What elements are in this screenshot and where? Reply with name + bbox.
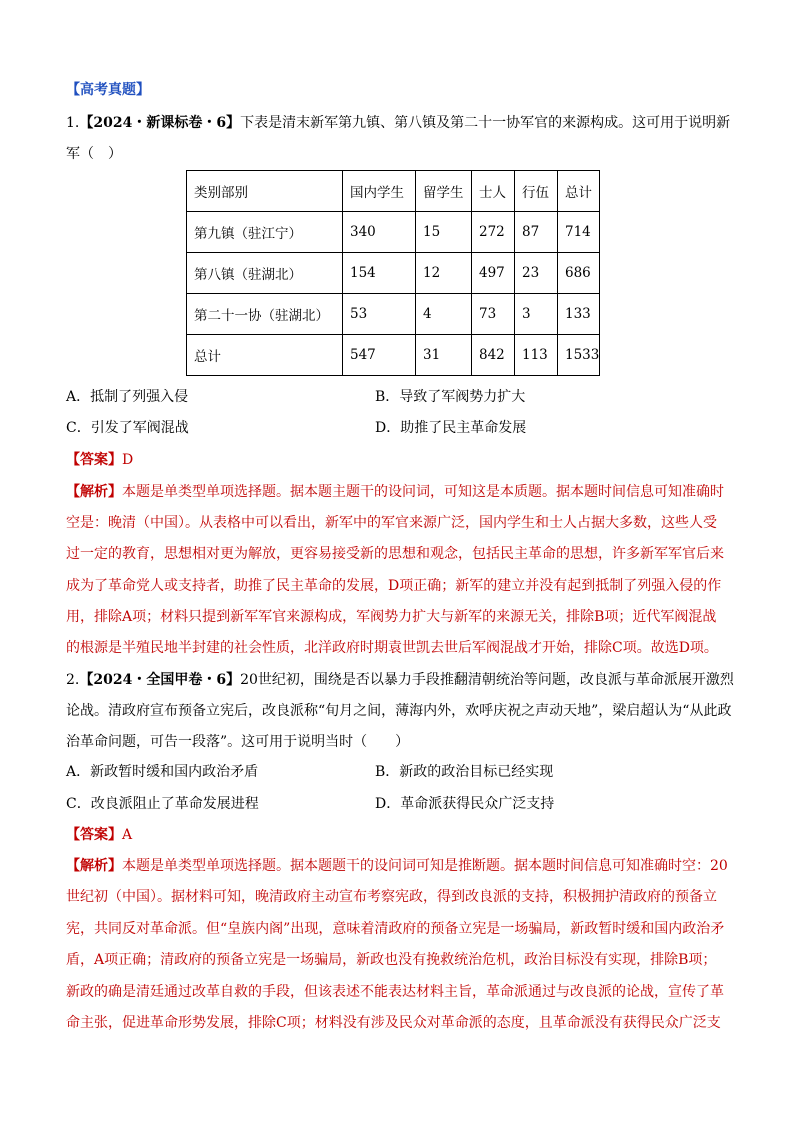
q2-option-c: C．改良派阻止了革命发展进程 [66, 796, 259, 812]
table-header-cell: 留学生 [416, 171, 472, 212]
table-cell: 87 [515, 212, 558, 253]
table-row [187, 212, 600, 253]
q1-analysis-line: 空是：晚清（中国）。从表格中可以看出，新军中的军官来源广泛，国内学生和士人占据大多数，这些人受 [66, 515, 717, 531]
table-cell: 113 [515, 335, 558, 376]
q2-source: 【2024・全国甲卷・6】 [79, 672, 241, 688]
table-header-row [187, 171, 600, 212]
table-cell: 133 [558, 294, 600, 335]
table-cell: 23 [515, 253, 558, 294]
q2-stem-text1: 20世纪初，围绕是否以暴力手段推翻清朝统治等问题，改良派与革命派展开激烈 [240, 672, 734, 688]
q2-analysis-line: 宪，共同反对革命派。但“皇族内阁”出现，意味着清政府的预备立宪是一场骗局，新政暂时缓和国内政治矛 [66, 921, 725, 937]
table-cell: 73 [472, 294, 515, 335]
table-header-cell: 士人 [472, 171, 515, 212]
q2-option-a: A．新政暂时缓和国内政治矛盾 [66, 764, 259, 780]
q1-stem-line1 [66, 113, 736, 133]
q1-option-d: D．助推了民主革命发展 [375, 420, 527, 436]
q2-answer-label: 【答案】 [66, 827, 122, 843]
q1-answer-label: 【答案】 [66, 452, 122, 468]
q2-number: 2. [66, 672, 80, 688]
table-row [187, 294, 600, 335]
q2-analysis-line: 新政的确是清廷通过改革自救的手段，但该表述不能表达材料主旨，革命派通过与改良派的论战，宣传了革 [66, 984, 724, 1000]
q2-analysis-line: 命主张，促进革命形势发展，排除C项；材料没有涉及民众对革命派的态度，且革命派没有获得民众广泛支 [66, 1015, 721, 1031]
table-row [187, 253, 600, 294]
table-cell: 4 [416, 294, 472, 335]
q1-data-table [186, 170, 600, 376]
table-header-cell: 国内学生 [343, 171, 416, 212]
table-cell: 第九镇（驻江宁） [187, 212, 343, 253]
table-cell: 第二十一协（驻湖北） [187, 294, 343, 335]
q1-analysis-line: 用，排除A项；材料只提到新军军官来源构成，军阀势力扩大与新军的来源无关，排除B项；近代军阀混战 [66, 609, 717, 625]
q1-analysis-label: 【解析】 [66, 484, 122, 500]
q1-analysis-line: 的根源是半殖民地半封建的社会性质，北洋政府时期袁世凯去世后军阀混战才开始，排除C项。故选D项。 [66, 640, 718, 656]
table-cell: 154 [343, 253, 416, 294]
q1-answer [66, 450, 736, 470]
q2-analysis-line: 盾，A项正确；清政府的预备立宪是一场骗局，新政也没有挽救统治危机，政治目标没有实现，排除B项； [66, 952, 717, 968]
table-cell: 总计 [187, 335, 343, 376]
q2-analysis-line: 世纪初（中国）。据材料可知，晚清政府主动宣布考察宪政，得到改良派的支持，积极拥护清政府的预备立 [66, 889, 717, 905]
q1-stem-line2: 军（ ） [66, 146, 122, 162]
table-cell: 714 [558, 212, 600, 253]
table-cell: 31 [416, 335, 472, 376]
table-cell: 3 [515, 294, 558, 335]
q2-answer [66, 825, 736, 845]
q1-analysis-text: 本题是单类型单项选择题。据本题主题干的设问词，可知这是本质题。据本题时间信息可知准确时 [122, 484, 724, 500]
table-header-cell: 行伍 [515, 171, 558, 212]
q1-option-a: A．抵制了列强入侵 [66, 389, 189, 405]
q2-option-b: B．新政的政治目标已经实现 [375, 764, 554, 780]
q1-answer-value: D [122, 452, 134, 468]
table-cell: 第八镇（驻湖北） [187, 253, 343, 294]
table-cell: 53 [343, 294, 416, 335]
table-cell: 842 [472, 335, 515, 376]
q2-option-d: D．革命派获得民众广泛支持 [375, 796, 555, 812]
q2-stem-line2: 论战。清政府宣布预备立宪后，改良派称“旬月之间，薄海内外，欢呼庆祝之声动天地”，梁启超认为“从此政 [66, 703, 732, 719]
q2-stem-line1 [66, 670, 736, 690]
table-cell: 340 [343, 212, 416, 253]
table-cell: 1533 [558, 335, 600, 376]
q2-answer-value: A [122, 827, 133, 843]
table-cell: 547 [343, 335, 416, 376]
q1-analysis-line: 成为了革命党人或支持者，助推了民主革命的发展，D项正确；新军的建立并没有起到抵制了列强入侵的作 [66, 578, 722, 594]
section-title: 【高考真题】 [66, 82, 150, 98]
table-header-cell: 总计 [558, 171, 600, 212]
q1-option-c: C．引发了军阀混战 [66, 420, 189, 436]
table-cell: 686 [558, 253, 600, 294]
q1-analysis-line: 过一定的教育，思想相对更为解放，更容易接受新的思想和观念，包括民主革命的思想，许多新军军官后来 [66, 546, 724, 562]
table-row [187, 335, 600, 376]
q1-stem-text1: 下表是清末新军第九镇、第八镇及第二十一协军官的来源构成。这可用于说明新 [240, 115, 731, 131]
table-cell: 272 [472, 212, 515, 253]
table-cell: 12 [416, 253, 472, 294]
table-cell: 15 [416, 212, 472, 253]
q1-analysis-line [66, 482, 736, 502]
q2-analysis-label: 【解析】 [66, 858, 122, 874]
q1-number: 1. [66, 115, 80, 131]
q2-analysis-line [66, 856, 736, 876]
table-header-cell: 类别部别 [187, 171, 343, 212]
q1-option-b: B．导致了军阀势力扩大 [375, 389, 526, 405]
q2-stem-line3: 治革命问题，可告一段落”。这可用于说明当时（ ） [66, 734, 410, 750]
q2-analysis-text: 本题是单类型单项选择题。据本题题干的设问词可知是推断题。据本题时间信息可知准确时空：20 [122, 858, 728, 874]
table-cell: 497 [472, 253, 515, 294]
q1-source: 【2024・新课标卷・6】 [79, 115, 241, 131]
